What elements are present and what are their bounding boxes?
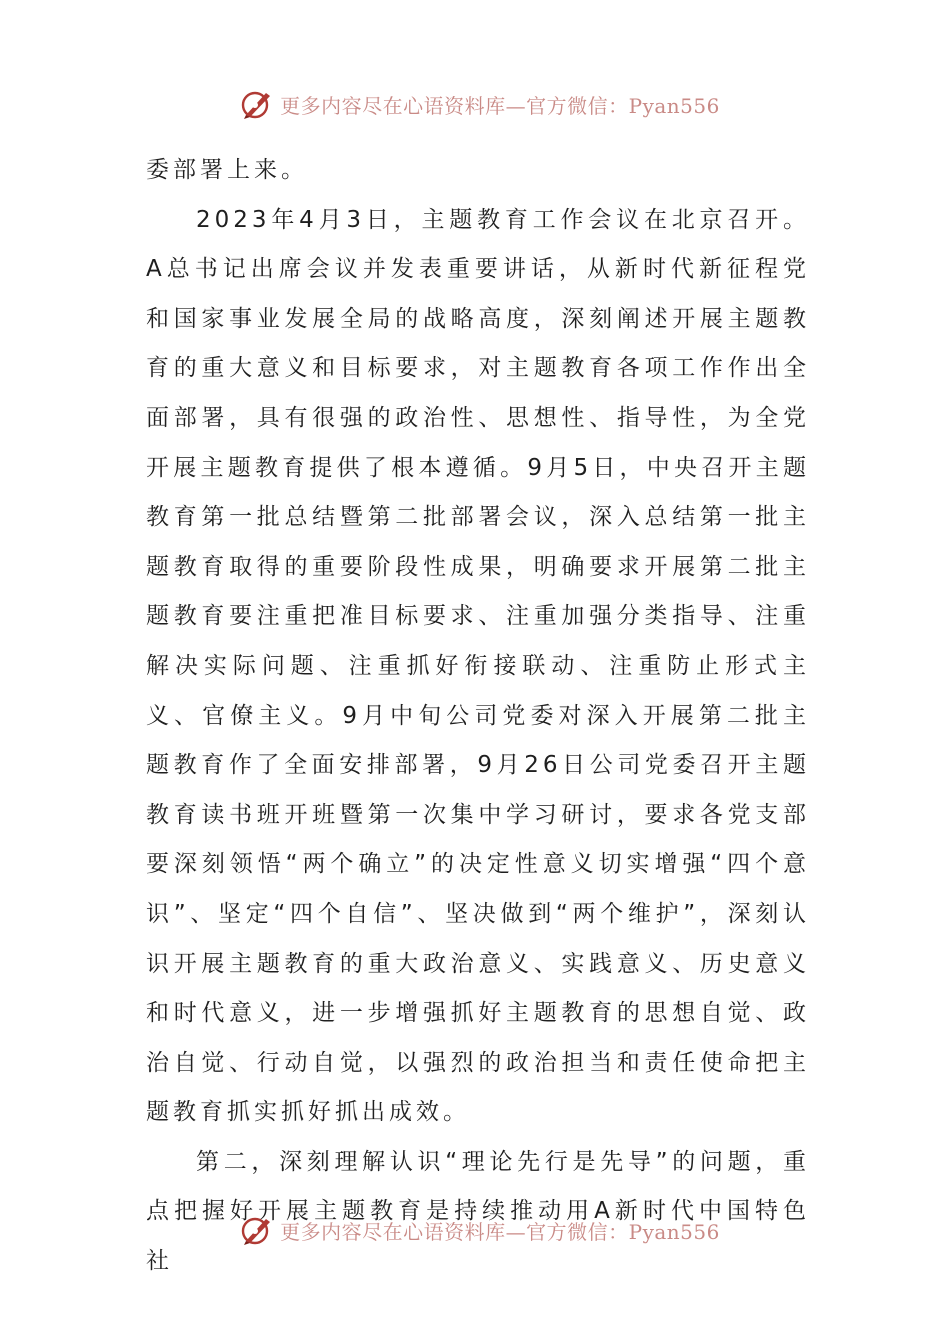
pen-logo-icon [240, 1213, 274, 1247]
document-body [146, 146, 810, 1287]
paragraph-1: 委部署上来。 [146, 157, 308, 183]
footer-watermark [0, 1210, 950, 1250]
paragraph-2: 2023年4月3日，主题教育工作会议在北京召开。A总书记出席会议并发表重要讲话，从新时代新征程党和国家事业发展全局的战略高度，深刻阐述开展主题教育的重大意义和目标要求，对主题教育各项工作作出全面部署，具有很强的政治性、思想性、指导性，为全党开展主题教育提供了根本遵循。9月5日，中央召开主题教育第一批总结暨第二批部署会议，深入总结第一批主题教育取得的重要阶段性成果，明确要求开展第二批主题教育要注重把准目标要求、注重加强分类指导、注重解决实际问题、注重抓好衔接联动、注重防止形式主义、官僚主义。9月中旬公司党委对深入开展第二批主题教育作了全面安排部署，9月26日公司党委召开主题教育读书班开班暨第一次集中学习研讨，要求各党支部要深刻领悟“两个确立”的决定性意义切实增强“四个意识”、坚定“四个自信”、坚决做到“两个维护”，深刻认识开展主题教育的重大政治意义、实践意义、历史意义和时代意义，进一步增强抓好主题教育的思想自觉、政治自觉、行动自觉，以强烈的政治担当和责任使命把主题教育抓实抓好抓出成效。 [146, 206, 810, 1126]
header-watermark [0, 84, 950, 124]
footer-watermark-text: 更多内容尽在心语资料库—官方微信：Pyan556 [280, 1219, 720, 1244]
header-watermark-text: 更多内容尽在心语资料库—官方微信：Pyan556 [280, 93, 720, 118]
pen-logo-icon [240, 87, 274, 121]
footer-watermark-inner [240, 1213, 720, 1247]
header-watermark-inner [240, 87, 720, 121]
paragraph-3: 第二，深刻理解认识“理论先行是先导”的问题，重点把握好开展主题教育是持续推动用A新时代中国特色社 [146, 1148, 810, 1275]
